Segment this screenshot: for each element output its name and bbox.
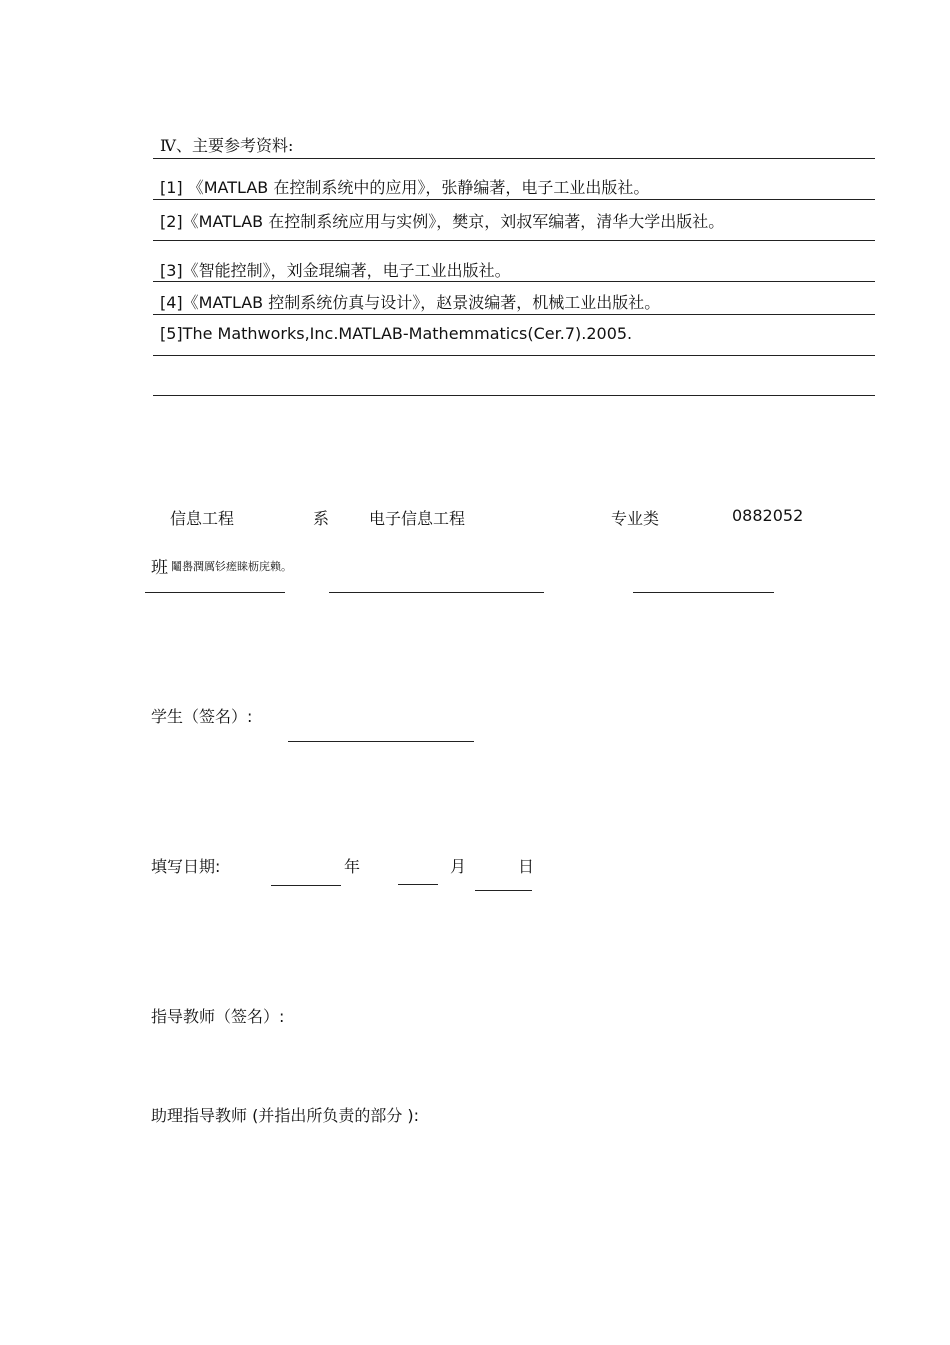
assistant-advisor-label: 助理指导教师 (并指出所负责的部分 ): xyxy=(151,1106,420,1125)
reference-item-3: [3]《智能控制》，刘金琨编著，电子工业出版社。 xyxy=(160,261,511,280)
advisor-signature-label: 指导教师（签名）: xyxy=(151,1007,285,1026)
day-underline xyxy=(475,890,532,891)
reference-item-2: [2]《MATLAB 在控制系统应用与实例》，樊京，刘叔军编著，清华大学出版社。 xyxy=(160,212,725,231)
reference-item-5: [5]The Mathworks,Inc.MATLAB-Mathemmatics(Cer.7).2005. xyxy=(160,324,633,343)
table-rule xyxy=(153,314,875,315)
table-rule xyxy=(153,355,875,356)
blank-underline xyxy=(145,592,285,593)
table-rule xyxy=(153,281,875,282)
table-rule xyxy=(153,199,875,200)
garbled-text: 鬮嶴潤厲钐瘥睐枥庑赖。 xyxy=(171,560,292,573)
references-heading: Ⅳ、主要参考资料: xyxy=(160,136,294,155)
student-signature-label: 学生（签名）: xyxy=(151,707,253,726)
department-name: 信息工程 xyxy=(170,509,235,528)
table-rule xyxy=(153,240,875,241)
table-rule xyxy=(153,395,875,396)
year-underline xyxy=(271,885,341,886)
date-label: 填写日期: xyxy=(151,857,221,876)
major-suffix: 专业类 xyxy=(611,509,660,528)
day-label: 日 xyxy=(518,857,535,876)
class-suffix: 班 xyxy=(151,558,168,578)
major-name: 电子信息工程 xyxy=(369,509,466,528)
reference-item-4: [4]《MATLAB 控制系统仿真与设计》，赵景波编著，机械工业出版社。 xyxy=(160,293,661,312)
signature-underline xyxy=(288,741,474,742)
blank-underline xyxy=(633,592,774,593)
reference-item-1: [1] 《MATLAB 在控制系统中的应用》，张静编著，电子工业出版社。 xyxy=(160,178,650,197)
table-rule xyxy=(153,158,875,159)
department-suffix: 系 xyxy=(313,509,330,528)
year-label: 年 xyxy=(344,857,361,876)
month-label: 月 xyxy=(450,857,467,876)
month-underline xyxy=(398,884,438,885)
blank-underline xyxy=(329,592,544,593)
class-number: 0882052 xyxy=(732,506,804,525)
